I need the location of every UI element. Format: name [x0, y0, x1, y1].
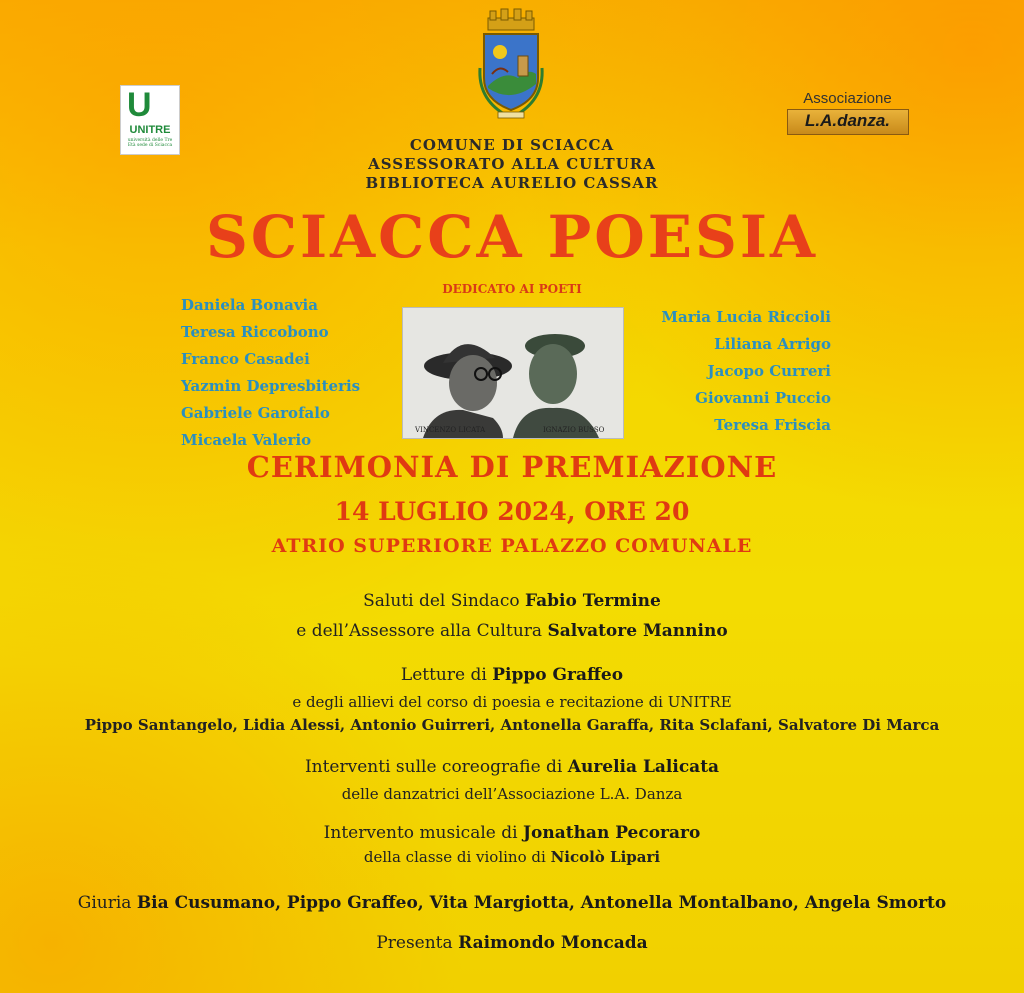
giuria-names: Bia Cusumano, Pippo Graffeo, Vita Margiotta, Antonella Montalbano, Angela Smorto [136, 893, 947, 913]
presenta-prefix: Presenta [376, 933, 459, 953]
poet-name: Giovanni Puccio [695, 389, 831, 407]
portraits-image [403, 308, 623, 438]
maestro-name: Nicolò Lipari [550, 848, 661, 866]
dedicated-label: DEDICATO AI POETI [442, 282, 582, 296]
letture-name: Pippo Graffeo [492, 665, 624, 685]
unitre-mark: U [127, 86, 152, 124]
musicista-name: Jonathan Pecoraro [522, 823, 701, 843]
saluti-prefix: Saluti del Sindaco [363, 591, 525, 611]
poets-right-list [661, 304, 831, 439]
danzatrici-line: delle danzatrici dell’Associazione L.A. Danza [341, 785, 683, 803]
presenta-line [0, 933, 1024, 953]
poets-left-list [181, 292, 360, 454]
photo-caption-left: VINCENZO LICATA [415, 426, 486, 434]
letture-prefix: Letture di [400, 665, 493, 685]
event-place: ATRIO SUPERIORE PALAZZO COMUNALE [271, 535, 753, 557]
poet-name: Daniela Bonavia [181, 296, 318, 314]
poet-name: Yazmin Depresbiteris [181, 377, 361, 395]
musicale-line [0, 823, 1024, 843]
violino-prefix: della classe di violino di [363, 848, 551, 866]
page-title: SCIACCA POESIA [205, 203, 819, 271]
violino-line [0, 848, 1024, 866]
musicale-prefix: Intervento musicale di [323, 823, 523, 843]
coreografa-name: Aurelia Lalicata [567, 757, 720, 777]
poet-name: Teresa Riccobono [181, 323, 329, 341]
poet-name: Maria Lucia Riccioli [661, 308, 831, 326]
unitre-sub: università delle Tre Età sede di Sciacca [127, 138, 173, 148]
header-biblioteca: BIBLIOTECA AURELIO CASSAR [365, 174, 659, 192]
poet-name: Micaela Valerio [181, 431, 312, 449]
assessore-prefix: e dell’Assessore alla Cultura [296, 621, 548, 641]
event-name: CERIMONIA DI PREMIAZIONE [246, 450, 778, 484]
assessore-name: Salvatore Mannino [547, 621, 728, 641]
unitre-name: UNITRE [129, 124, 171, 136]
presentatore-name: Raimondo Moncada [458, 933, 648, 953]
header-assessorato: ASSESSORATO ALLA CULTURA [368, 155, 656, 173]
giuria-line [0, 893, 1024, 913]
ladanza-name: L.A.danza. [804, 111, 890, 130]
event-date: 14 LUGLIO 2024, ORE 20 [334, 497, 690, 526]
ladanza-logo [787, 109, 909, 135]
poet-name: Gabriele Garofalo [181, 404, 330, 422]
letture-line [0, 665, 1024, 685]
photo-caption-right: IGNAZIO BUSSO [543, 426, 605, 434]
poet-name: Liliana Arrigo [714, 335, 831, 353]
poets-photo [402, 307, 624, 439]
allievi-names: Pippo Santangelo, Lidia Alessi, Antonio Guirreri, Antonella Garaffa, Rita Sclafani, Salvatore Di Marca [84, 716, 940, 734]
assessore-line [0, 621, 1024, 641]
ladanza-label: Associazione [803, 90, 892, 107]
comune-crest-icon [474, 8, 548, 120]
header-comune: COMUNE DI SCIACCA [409, 136, 615, 154]
saluti-line [0, 591, 1024, 611]
poet-name: Jacopo Curreri [707, 362, 831, 380]
sindaco-name: Fabio Termine [524, 591, 661, 611]
poet-name: Franco Casadei [181, 350, 310, 368]
interventi-prefix: Interventi sulle coreografie di [304, 757, 568, 777]
ladanza-block [785, 90, 910, 135]
interventi-line [0, 757, 1024, 777]
poet-name: Teresa Friscia [714, 416, 831, 434]
allievi-line: e degli allievi del corso di poesia e recitazione di UNITRE [292, 693, 732, 711]
giuria-prefix: Giuria [77, 893, 137, 913]
